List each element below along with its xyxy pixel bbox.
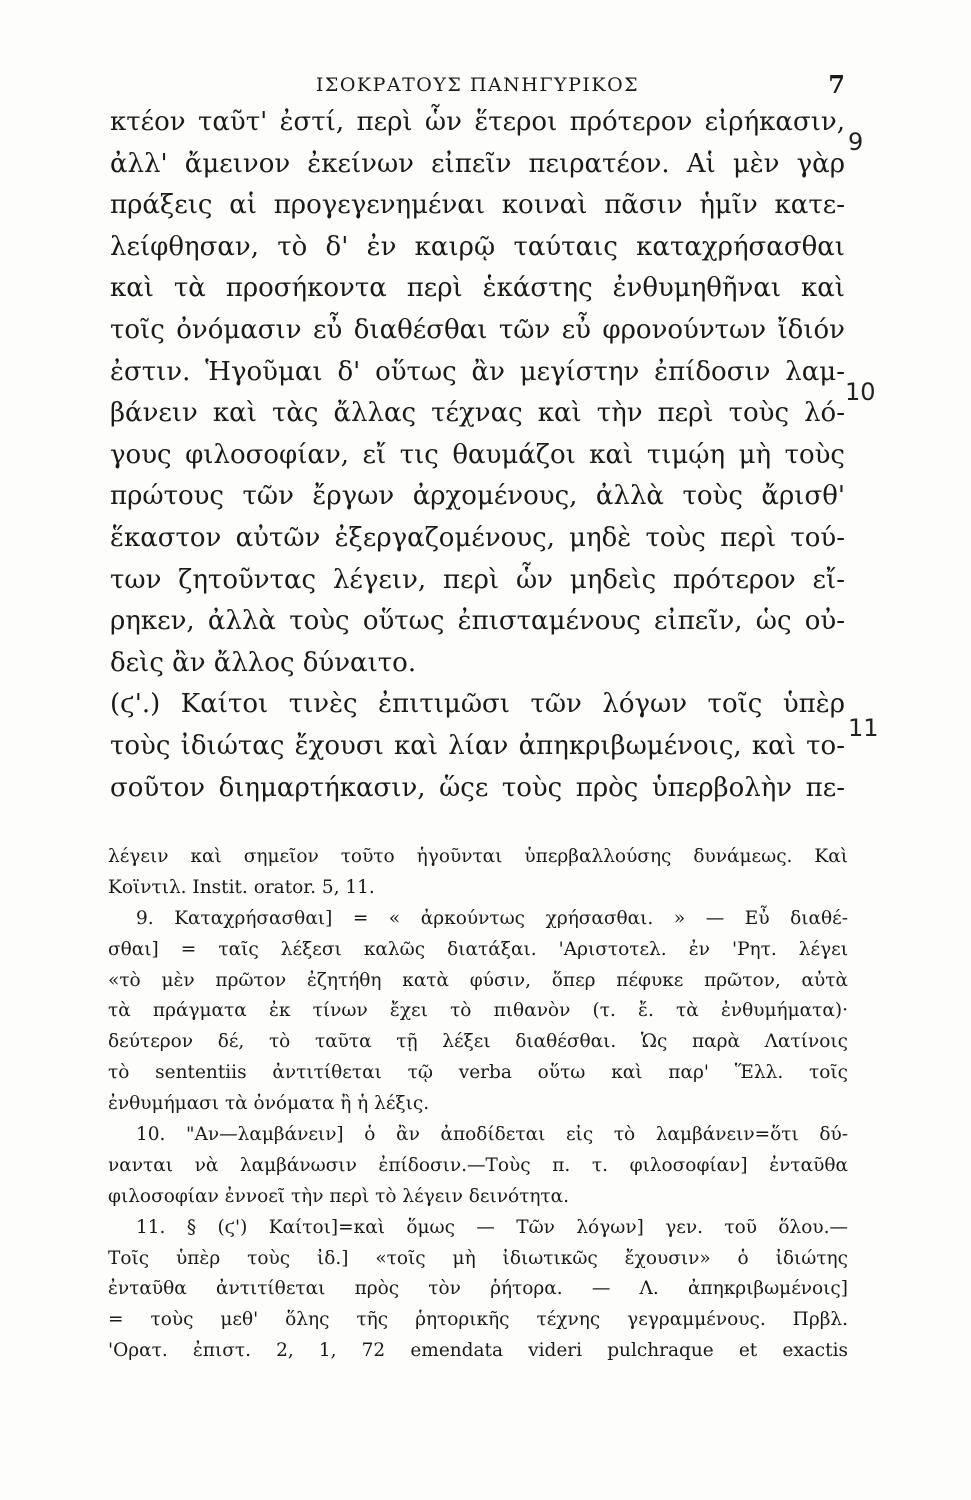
margin-line-number: 9 — [848, 128, 864, 156]
text-line: τοῖς ὀνόμασιν εὖ διαθέσθαι τῶν εὖ φρονούντων ἴδιόν — [110, 314, 845, 345]
note-line: 11. § (ϛ') Καίτοι]=καὶ ὅμως — Τῶν λόγων] γεν. τοῦ ὅλου.— — [136, 1216, 848, 1238]
note-line: 10. "Αν—λαμβάνειν] ὁ ἂν ἀποδίδεται εἰς τὸ λαμβάνειν=ὅτι δύ- — [136, 1124, 848, 1146]
note-line: νανται νὰ λαμβάνωσιν ἐπίδοσιν.—Τοὺς π. τ. φιλοσοφίαν] ἐνταῦθα — [108, 1154, 848, 1176]
text-line: βάνειν καὶ τὰς ἄλλας τέχνας καὶ τὴν περὶ τοὺς λό- — [110, 398, 845, 429]
text-line: κτέον ταῦτ' ἐστί, περὶ ὧν ἕτεροι πρότερον εἰρήκασιν, — [110, 107, 845, 137]
text-line: ἕκαστον αὐτῶν ἐξεργαζομένους, μηδὲ τοὺς περὶ τού- — [110, 522, 845, 553]
text-line: ρηκεν, ἀλλὰ τοὺς οὕτως ἐπισταμένους εἰπεῖν, ὡς οὐ- — [110, 606, 845, 637]
text-line: των ζητοῦντας λέγειν, περὶ ὧν μηδεὶς πρότερον εἴ- — [110, 564, 845, 595]
page-number: 7 — [828, 70, 845, 99]
note-line: ἐνθυμήμασι τὰ ὀνόματα ἢ ἡ λέξις. — [108, 1093, 430, 1115]
text-line: γους φιλοσοφίαν, εἴ τις θαυμάζοι καὶ τιμῴη μὴ τοὺς — [110, 439, 845, 470]
note-line: Τοῖς ὑπὲρ τοὺς ἰδ.] «τοῖς μὴ ἰδιωτικῶς ἔχουσιν» ὁ ἰδιώτης — [108, 1247, 848, 1269]
note-line: φιλοσοφίαν ἐννοεῖ τὴν περὶ τὸ λέγειν δεινότητα. — [108, 1185, 570, 1207]
note-line: σθαι] = ταῖς λέξεσι καλῶς διατάξαι. 'Αριστοτελ. ἐν 'Ρητ. λέγει — [108, 938, 848, 960]
note-line: τὰ πράγματα ἐκ τίνων ἔχει τὸ πιθανὸν (τ. ἔ. τὰ ἐνθυμήματα)· — [108, 1000, 848, 1022]
text-line: πρώτους τῶν ἔργων ἀρχομένους, ἀλλὰ τοὺς ἄρισθ' — [110, 481, 845, 512]
note-line: Κοϊντιλ. Instit. orator. 5, 11. — [108, 876, 375, 898]
note-line: λέγειν καὶ σημεῖον τοῦτο ἡγοῦνται ὑπερβαλλούσης δυνάμεως. Καὶ — [108, 846, 848, 867]
margin-line-number: 11 — [848, 714, 879, 742]
note-line: «τὸ μὲν πρῶτον ἐζητήθη κατὰ φύσιν, ὅπερ πέφυκε πρῶτον, αὐτὰ — [108, 969, 848, 991]
note-line: τὸ sententiis ἀντιτίθεται τῷ verba οὕτω καὶ παρ' Ἕλλ. τοῖς — [108, 1062, 848, 1084]
text-line: λείφθησαν, τὸ δ' ἐν καιρῷ ταύταις καταχρήσασθαι — [110, 231, 845, 262]
text-line: ἐστιν. Ἡγοῦμαι δ' οὕτως ἂν μεγίστην ἐπίδοσιν λαμ- — [110, 356, 845, 387]
text-line: (ϛ'.) Καίτοι τινὲς ἐπιτιμῶσι τῶν λόγων τοῖς ὑπὲρ — [110, 689, 845, 720]
text-line: τοὺς ἰδιώτας ἔχουσι καὶ λίαν ἀπηκριβωμένοις, καὶ το- — [110, 730, 845, 761]
note-line: δεύτερον δέ, τὸ ταῦτα τῇ λέξει διαθέσθαι. Ὡς παρὰ Λατίνοις — [108, 1031, 848, 1053]
note-line: ἐνταῦθα ἀντιτίθεται πρὸς τὸν ῥήτορα. — Λ. ἀπηκριβωμένοις] — [108, 1278, 848, 1300]
note-line: 'Ορατ. ἐπιστ. 2, 1, 72 emendata videri pulchraque et exactis — [108, 1340, 848, 1362]
page-header — [110, 66, 845, 106]
running-title: ΙΣΟΚΡΑΤΟΥΣ ΠΑΝΗΓΥΡΙΚΟΣ — [315, 74, 640, 96]
margin-line-number: 10 — [845, 378, 876, 406]
text-line: δεὶς ἂν ἄλλος δύναιτο. — [110, 647, 417, 678]
text-line: σοῦτον διημαρτήκασιν, ὥςε τοὺς πρὸς ὑπερβολὴν πε- — [110, 772, 845, 803]
footnotes — [108, 842, 848, 1367]
note-line: 9. Καταχρήσασθαι] = « ἀρκούντως χρήσασθαι. » — Εὖ διαθέ- — [136, 907, 848, 929]
text-line: ἀλλ' ἄμεινον ἐκείνων εἰπεῖν πειρατέον. Αἱ μὲν γὰρ — [110, 148, 845, 179]
text-line: καὶ τὰ προσήκοντα περὶ ἑκάστης ἐνθυμηθῆναι καὶ — [110, 273, 845, 304]
text-line: πράξεις αἱ προγεγενημέναι κοιναὶ πᾶσιν ἡμῖν κατε- — [110, 190, 845, 221]
main-text — [110, 102, 845, 809]
note-line: = τοὺς μεθ' ὅλης τῆς ῥητορικῆς τέχνης γεγραμμένους. Πρβλ. — [108, 1309, 848, 1331]
